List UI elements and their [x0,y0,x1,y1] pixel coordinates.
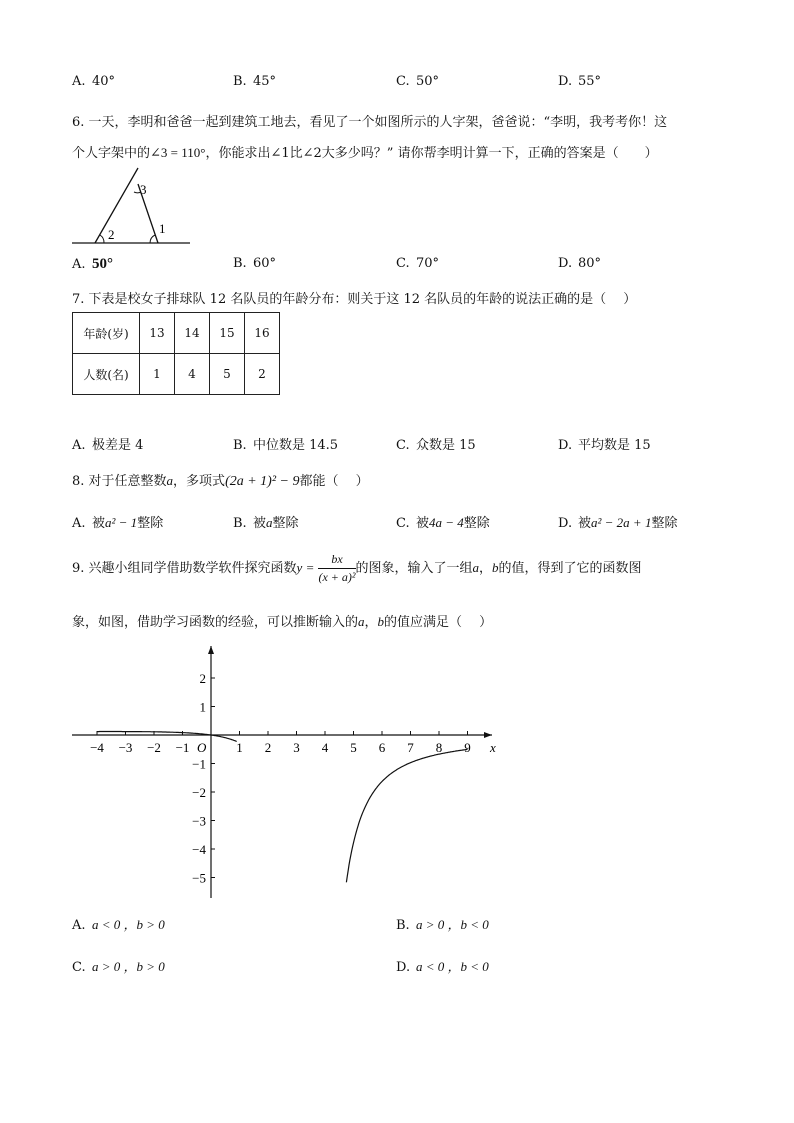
option-key: D. [396,960,411,975]
option-key: B. [233,256,247,271]
q9-denominator: (x + a)² [318,570,356,584]
table-cell: 人数(名) [73,354,140,395]
x-tick-label: 5 [350,740,357,755]
option-text: 70° [416,256,440,271]
q6-stem-text-2: ，你能求出∠1比∠2大多少吗？” 请你帮李明计算一下，正确的答案是（ ） [205,146,658,161]
option-expr: a² − 1 [105,515,138,530]
q9-option-a[interactable] [72,914,165,933]
option-key: A. [72,74,86,89]
option-expr: 4a − 4 [429,515,464,530]
q6-ladder-figure [68,162,198,248]
origin-label: O [197,740,207,755]
q6-stem-line2 [72,142,658,161]
q9-sep: ， [479,561,493,576]
option-pre: 被 [578,516,592,531]
q6-option-c[interactable] [396,256,439,271]
option-key: A. [72,918,86,933]
option-text: a > 0 ，b > 0 [92,959,165,974]
ladder-left-leg [95,168,138,243]
option-pre: 被 [416,516,430,531]
q9-fraction [318,552,355,585]
option-post: 整除 [272,516,299,531]
table-cell: 15 [210,313,245,354]
q6-option-b[interactable] [233,256,276,271]
x-tick-label: 7 [407,740,414,755]
q9-func-lhs: y = [296,560,315,575]
y-tick-label: −4 [192,842,206,857]
q8-option-d[interactable] [558,512,677,531]
q7-option-b[interactable] [233,434,338,453]
angle-2-arc [100,235,104,243]
q5-option-b[interactable] [233,74,276,89]
q8-option-b[interactable] [233,512,299,531]
option-text: 60° [253,256,277,271]
option-text: 平均数是 15 [578,438,651,453]
q7-stem: 7. 下表是校女子排球队 12 名队员的年龄分布：则关于这 12 名队员的年龄的说法正确的是（ ） [72,292,637,307]
y-tick-label: 1 [199,699,206,715]
q6-angle-expression: ∠3 = 110° [150,145,206,160]
table-row [73,354,280,395]
q8-stem [72,470,369,490]
y-tick-label: −2 [192,785,206,800]
q9-option-c[interactable] [72,956,165,975]
q8-option-c[interactable] [396,512,490,531]
q7-option-c[interactable] [396,434,476,453]
q9-stem-text-4: 象，如图，借助学习函数的经验，可以推断输入的 [72,615,359,630]
label-angle-2: 2 [108,227,115,242]
option-key: C. [396,74,410,89]
option-key: C. [396,438,410,453]
option-post: 整除 [651,516,678,531]
q9-function-graph [60,640,510,902]
q8-stem-text-3: 都能（ ） [299,474,369,489]
option-post: 整除 [463,516,490,531]
q9-stem-text-2: 的图象，输入了一组 [355,561,473,576]
option-key: A. [72,438,86,453]
q9-stem-text: 9. 兴趣小组同学借助数学软件探究函数 [72,561,297,576]
q6-option-a[interactable] [72,256,113,273]
x-tick-label: −3 [118,740,133,755]
q9-stem-line2 [72,611,492,630]
x-axis-label: x [490,740,496,755]
option-key: C. [396,516,410,531]
q9-stem-text-5: 的值应满足（ ） [384,615,493,630]
table-cell: 13 [140,313,175,354]
q9-stem-line1 [72,552,642,585]
q9-numerator: bx [318,552,355,569]
option-key: C. [72,960,86,975]
q6-stem-text: 个人字架中的 [72,146,151,161]
option-key: B. [233,516,247,531]
q8-polynomial: (2a + 1)² − 9 [225,474,300,489]
option-key: B. [233,438,247,453]
label-angle-3: 3 [140,182,147,197]
option-key: D. [558,256,573,271]
option-text: 中位数是 14.5 [253,438,339,453]
table-row [73,313,280,354]
option-pre: 被 [253,516,267,531]
q9-var-a-2: a [358,614,365,629]
table-cell: 5 [210,354,245,395]
q9-var-b: b [492,560,499,575]
angle-1-arc [150,235,155,243]
q9-stem-text-3: 的值，得到了它的函数图 [498,561,642,576]
age-table [72,312,280,395]
q9-var-a: a [472,560,480,575]
q6-stem-line1: 6. 一天，李明和爸爸一起到建筑工地去，看见了一个如图所示的人字架，爸爸说：“李明，我考考你！这 [72,115,668,130]
x-tick-label: 4 [321,740,329,755]
q9-option-d[interactable] [396,956,489,975]
option-text: 众数是 15 [416,438,476,453]
option-text: 50° [416,74,440,89]
y-tick-label: −3 [192,813,206,829]
q8-stem-text-2: ，多项式 [173,474,226,489]
x-tick-label: 8 [435,740,443,755]
q7-option-d[interactable] [558,434,651,453]
q6-option-d[interactable] [558,256,601,271]
option-post: 整除 [137,516,164,531]
x-tick-label: 6 [378,740,386,755]
q5-option-d[interactable] [558,74,601,89]
q9-sep-2: ， [364,615,378,630]
option-key: D. [558,438,573,453]
option-text: 40° [92,74,116,89]
x-tick-label: 9 [464,740,471,755]
y-tick-label: −1 [192,756,206,772]
q9-var-b-2: b [377,614,385,629]
option-key: D. [558,74,573,89]
x-tick-label: −4 [90,740,104,755]
x-tick-label: 1 [236,740,243,755]
q7-option-a[interactable] [72,434,143,453]
label-angle-1: 1 [159,221,166,236]
option-key: C. [396,256,410,271]
q5-option-c[interactable] [396,74,439,89]
option-text: a < 0 ，b > 0 [92,917,165,932]
x-tick-label: −1 [175,740,190,755]
x-tick-label: −2 [147,740,161,755]
option-key: D. [558,516,573,531]
q8-variable: a [166,473,174,488]
y-tick-label: −5 [192,870,206,886]
q5-option-a[interactable] [72,74,115,89]
option-pre: 被 [92,516,106,531]
y-tick-label: 2 [199,671,206,686]
option-text: 55° [578,74,602,89]
table-cell: 16 [245,313,280,354]
option-key: A. [72,516,86,531]
option-expr: a² − 2a + 1 [591,515,652,530]
option-text: a < 0 ，b < 0 [416,959,489,974]
option-text: a > 0 ，b < 0 [416,917,489,932]
table-cell: 2 [245,354,280,395]
table-cell: 14 [175,313,210,354]
table-cell: 年龄(岁) [73,313,140,354]
curve-right-branch [346,749,467,882]
x-tick-label: 3 [293,740,300,755]
option-expr: a [266,515,273,530]
table-cell: 1 [140,354,175,395]
q9-option-b[interactable] [396,914,489,933]
option-key: B. [396,918,410,933]
y-axis-arrow [208,646,214,654]
option-text: 极差是 4 [92,438,144,453]
q8-stem-text: 8. 对于任意整数 [72,474,167,489]
table-cell: 4 [175,354,210,395]
option-key: B. [233,74,247,89]
option-key: A. [72,257,86,272]
option-text: 50° [92,256,113,272]
q8-option-a[interactable] [72,512,163,531]
option-text: 45° [253,74,277,89]
option-text: 80° [578,256,602,271]
x-axis-arrow [484,732,492,738]
x-tick-label: 2 [264,740,272,755]
